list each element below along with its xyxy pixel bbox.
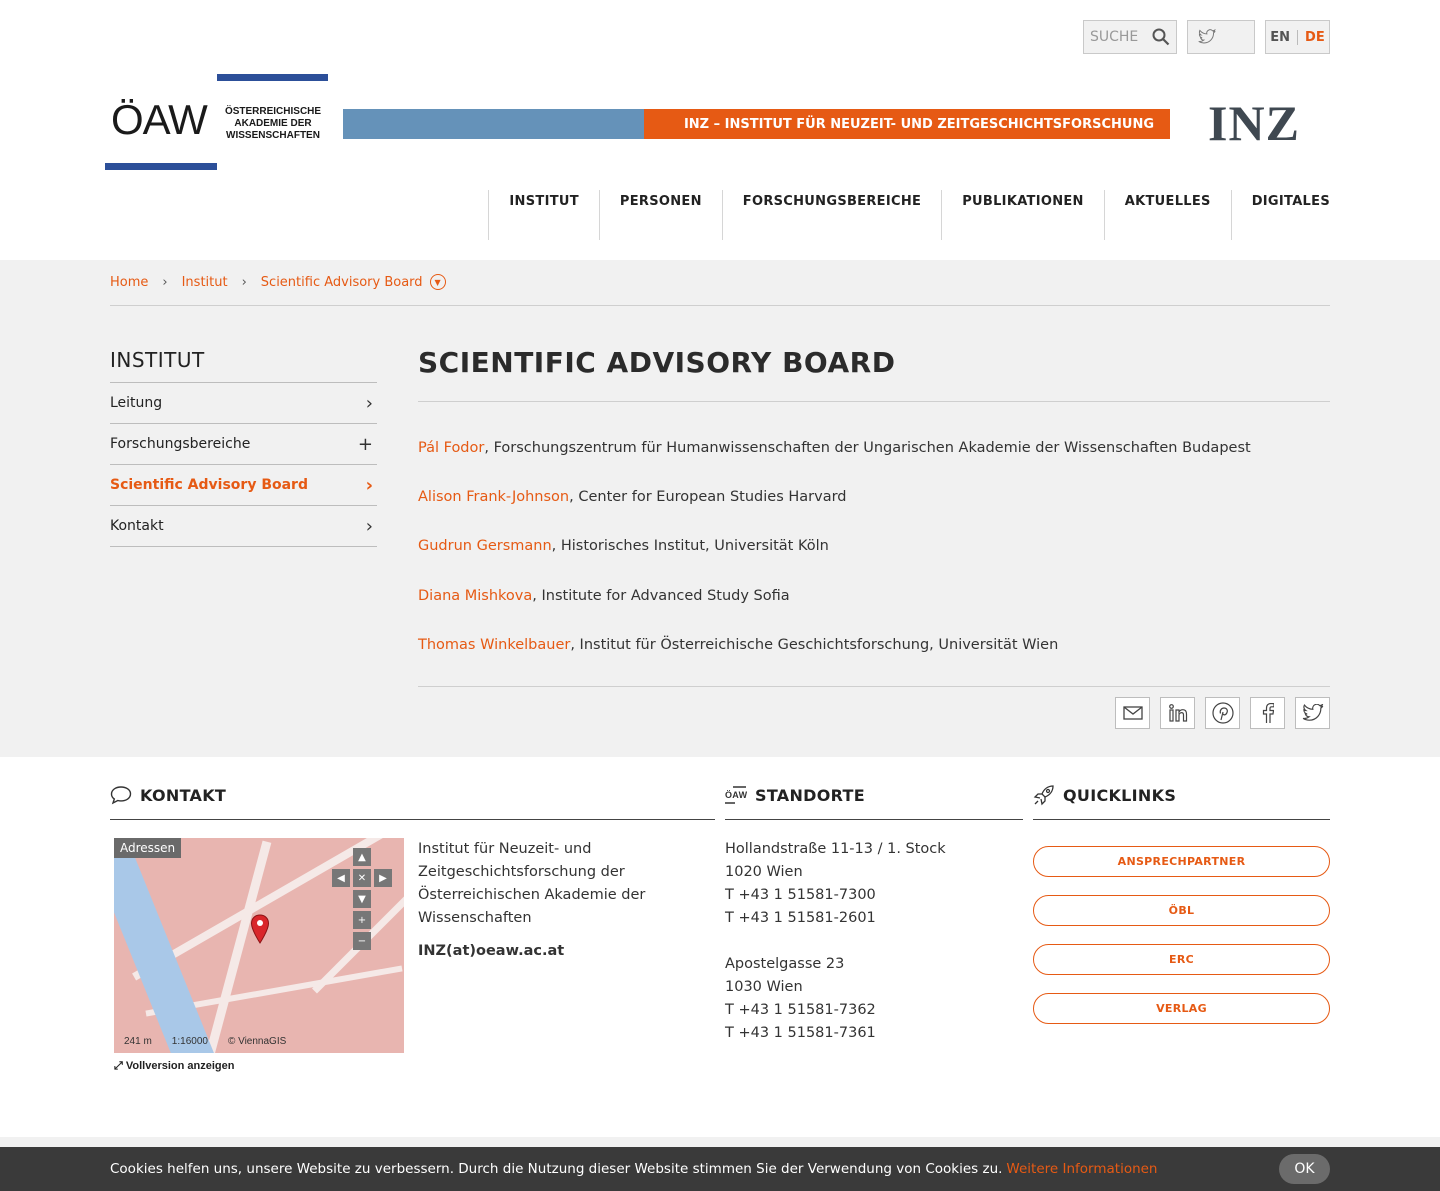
map-pan-left-button[interactable]: ◀ <box>332 869 350 887</box>
divider <box>725 819 1023 820</box>
sidebar <box>110 348 377 547</box>
member-affiliation: , Historisches Institut, Universität Köln <box>551 538 829 555</box>
map-credit: © ViennaGIS <box>227 1036 287 1047</box>
logo-bar-bottom <box>105 163 217 170</box>
cookie-text: Cookies helfen uns, unsere Website zu verbessern. Durch die Nutzung dieser Website stimmen Sie der Verwendung von Cookies zu. <box>110 1161 1003 1177</box>
twitter-feed-button[interactable] <box>1187 20 1255 54</box>
standort-line: 1020 Wien <box>725 864 803 880</box>
chevron-down-icon[interactable]: ▼ <box>430 274 446 290</box>
member-item <box>418 588 1330 637</box>
breadcrumb-institut[interactable]: Institut <box>181 274 228 290</box>
chevron-right-icon: › <box>365 515 373 537</box>
facebook-icon <box>1262 703 1274 723</box>
member-list <box>418 440 1330 686</box>
nav-digitales[interactable]: DIGITALES <box>1231 190 1330 240</box>
standorte-section <box>725 784 1023 820</box>
sidebar-item-label: Scientific Advisory Board <box>110 477 308 493</box>
main-navigation <box>488 190 1330 240</box>
address-line: Österreichischen Akademie der <box>418 887 646 903</box>
quicklink-ansprechpartner[interactable]: ANSPRECHPARTNER <box>1033 846 1330 877</box>
institute-banner[interactable] <box>343 109 1170 139</box>
map-reset-button[interactable]: ✕ <box>353 869 371 887</box>
sidebar-item-label: Kontakt <box>110 518 164 534</box>
phone-link[interactable]: T +43 1 51581-7361 <box>725 1025 876 1041</box>
rocket-icon <box>1033 784 1055 806</box>
lang-en-link[interactable]: EN <box>1270 30 1298 45</box>
quicklinks-heading <box>1033 784 1330 806</box>
spacer <box>725 930 946 953</box>
main-content <box>418 346 1330 686</box>
logo-bar-top <box>217 74 328 81</box>
oeaw-logo-subtitle: ÖSTERREICHISCHE AKADEMIE DER WISSENSCHAFTEN <box>224 106 322 141</box>
quicklink-verlag[interactable]: VERLAG <box>1033 993 1330 1024</box>
divider <box>418 686 1330 687</box>
search-placeholder: SUCHE <box>1090 29 1139 45</box>
institute-address <box>418 838 668 963</box>
member-item <box>418 440 1330 489</box>
nav-aktuelles[interactable]: AKTUELLES <box>1104 190 1231 240</box>
expand-icon: ⤢ <box>114 1060 126 1072</box>
svg-text:ÖAW: ÖAW <box>725 790 747 800</box>
page-title: SCIENTIFIC ADVISORY BOARD <box>418 346 1330 402</box>
member-name-link[interactable]: Diana Mishkova <box>418 587 533 604</box>
standorte-heading <box>725 784 1023 806</box>
search-input[interactable] <box>1083 20 1177 54</box>
language-switcher <box>1265 20 1330 54</box>
banner-blue-segment <box>343 109 644 139</box>
map-marker-icon <box>250 914 270 944</box>
map-address-label[interactable]: Adressen <box>114 838 181 858</box>
oeaw-small-logo-icon <box>725 786 747 804</box>
member-item <box>418 489 1330 538</box>
standorte-list <box>725 838 946 1045</box>
quicklinks-section <box>1033 784 1330 820</box>
member-affiliation: , Forschungszentrum für Humanwissenschaften der Ungarischen Akademie der Wissenschaften Budapest <box>484 440 1251 456</box>
map-zoom-out-button[interactable]: − <box>353 932 371 950</box>
location-map[interactable] <box>114 838 404 1053</box>
map-pan-right-button[interactable]: ▶ <box>374 869 392 887</box>
quicklinks-title: QUICKLINKS <box>1063 785 1177 805</box>
nav-forschungsbereiche[interactable]: FORSCHUNGSBEREICHE <box>722 190 941 240</box>
standort-line: 1030 Wien <box>725 979 803 995</box>
member-affiliation: , Institut für Österreichische Geschichtsforschung, Universität Wien <box>570 636 1059 653</box>
map-scale <box>124 1036 286 1047</box>
kontakt-heading <box>110 784 715 806</box>
map-controls <box>332 848 392 950</box>
kontakt-title: KONTAKT <box>140 785 227 805</box>
oeaw-logo-text: ÖAW <box>111 96 207 143</box>
member-item <box>418 538 1330 587</box>
nav-institut[interactable]: INSTITUT <box>488 190 598 240</box>
chevron-right-icon: › <box>365 474 373 496</box>
map-pan-down-button[interactable]: ▼ <box>353 890 371 908</box>
member-affiliation: , Center for European Studies Harvard <box>569 489 847 506</box>
address-line: Wissenschaften <box>418 910 532 926</box>
map-river <box>114 838 225 1053</box>
sidebar-item-scientific-advisory-board[interactable] <box>110 465 377 506</box>
divider <box>110 305 1330 306</box>
pinterest-icon <box>1212 702 1234 724</box>
email-link[interactable]: INZ(at)oeaw.ac.at <box>418 943 565 959</box>
divider <box>110 819 715 820</box>
divider <box>1033 819 1330 820</box>
share-twitter-button[interactable] <box>1295 697 1330 729</box>
share-facebook-button[interactable] <box>1250 697 1285 729</box>
map-zoom-in-button[interactable]: + <box>353 911 371 929</box>
member-name-link[interactable]: Pál Fodor <box>418 440 485 456</box>
quicklink-oebl[interactable]: ÖBL <box>1033 895 1330 926</box>
mail-icon <box>1123 706 1143 720</box>
phone-link[interactable]: T +43 1 51581-7362 <box>725 1002 876 1018</box>
member-name-link[interactable]: Thomas Winkelbauer <box>418 636 571 653</box>
kontakt-section <box>110 784 715 820</box>
standorte-title: STANDORTE <box>755 785 865 805</box>
map-pan-up-button[interactable]: ▲ <box>353 848 371 866</box>
share-pinterest-button[interactable] <box>1205 697 1240 729</box>
footer-strip <box>0 1137 1440 1147</box>
cookie-more-link[interactable]: Weitere Informationen <box>1006 1161 1158 1177</box>
breadcrumb-home[interactable]: Home <box>110 274 149 290</box>
share-buttons <box>1115 697 1330 729</box>
map-full-version-link[interactable] <box>114 1060 234 1073</box>
phone-link[interactable]: T +43 1 51581-2601 <box>725 910 876 926</box>
sidebar-item-leitung[interactable] <box>110 383 377 424</box>
lang-de-link[interactable]: DE <box>1305 29 1325 45</box>
breadcrumb-current[interactable]: Scientific Advisory Board <box>260 274 423 290</box>
member-item <box>418 637 1330 686</box>
phone-link[interactable]: T +43 1 51581-7300 <box>725 887 876 903</box>
cookie-banner <box>0 1147 1440 1191</box>
member-name-link[interactable]: Alison Frank-Johnson <box>418 489 570 506</box>
standort-line: Hollandstraße 11-13 / 1. Stock <box>725 841 946 857</box>
quicklink-erc[interactable]: ERC <box>1033 944 1330 975</box>
search-icon[interactable] <box>1152 28 1170 46</box>
share-linkedin-button[interactable] <box>1160 697 1195 729</box>
address-line: Zeitgeschichtsforschung der <box>418 864 625 880</box>
map-scale-distance: 241 m <box>124 1036 152 1047</box>
share-email-button[interactable] <box>1115 697 1150 729</box>
map-scale-ratio: 1:16000 <box>171 1036 208 1047</box>
nav-personen[interactable]: PERSONEN <box>599 190 722 240</box>
twitter-icon <box>1198 29 1216 45</box>
nav-publikationen[interactable]: PUBLIKATIONEN <box>941 190 1104 240</box>
content-area <box>0 260 1440 757</box>
institute-name: INZ – INSTITUT FÜR NEUZEIT- UND ZEITGESCHICHTSFORSCHUNG <box>644 109 1170 139</box>
twitter-icon <box>1302 704 1324 722</box>
inz-logo[interactable]: INZ <box>1208 95 1300 151</box>
map-road <box>206 841 272 1053</box>
oeaw-logo[interactable] <box>105 74 330 170</box>
standort-line: Apostelgasse 23 <box>725 956 845 972</box>
address-line: Institut für Neuzeit- und <box>418 841 592 857</box>
top-utility-bar <box>1083 20 1330 54</box>
quicklinks-list <box>1033 846 1330 1042</box>
sidebar-title: INSTITUT <box>110 348 377 383</box>
cookie-ok-button[interactable]: OK <box>1279 1154 1330 1184</box>
breadcrumb-separator: › <box>241 274 247 290</box>
chevron-right-icon: › <box>365 392 373 414</box>
plus-icon[interactable]: + <box>357 433 373 455</box>
breadcrumb <box>110 274 446 290</box>
sidebar-item-label: Leitung <box>110 395 163 411</box>
sidebar-item-label: Forschungsbereiche <box>110 436 251 452</box>
sidebar-item-forschungsbereiche[interactable] <box>110 424 377 465</box>
member-affiliation: , Institute for Advanced Study Sofia <box>532 587 790 604</box>
breadcrumb-separator: › <box>162 274 168 290</box>
sidebar-item-kontakt[interactable] <box>110 506 377 547</box>
linkedin-icon <box>1168 704 1188 722</box>
speech-bubble-icon <box>110 785 132 805</box>
map-full-version-label: Vollversion anzeigen <box>125 1060 235 1072</box>
member-name-link[interactable]: Gudrun Gersmann <box>418 538 552 555</box>
